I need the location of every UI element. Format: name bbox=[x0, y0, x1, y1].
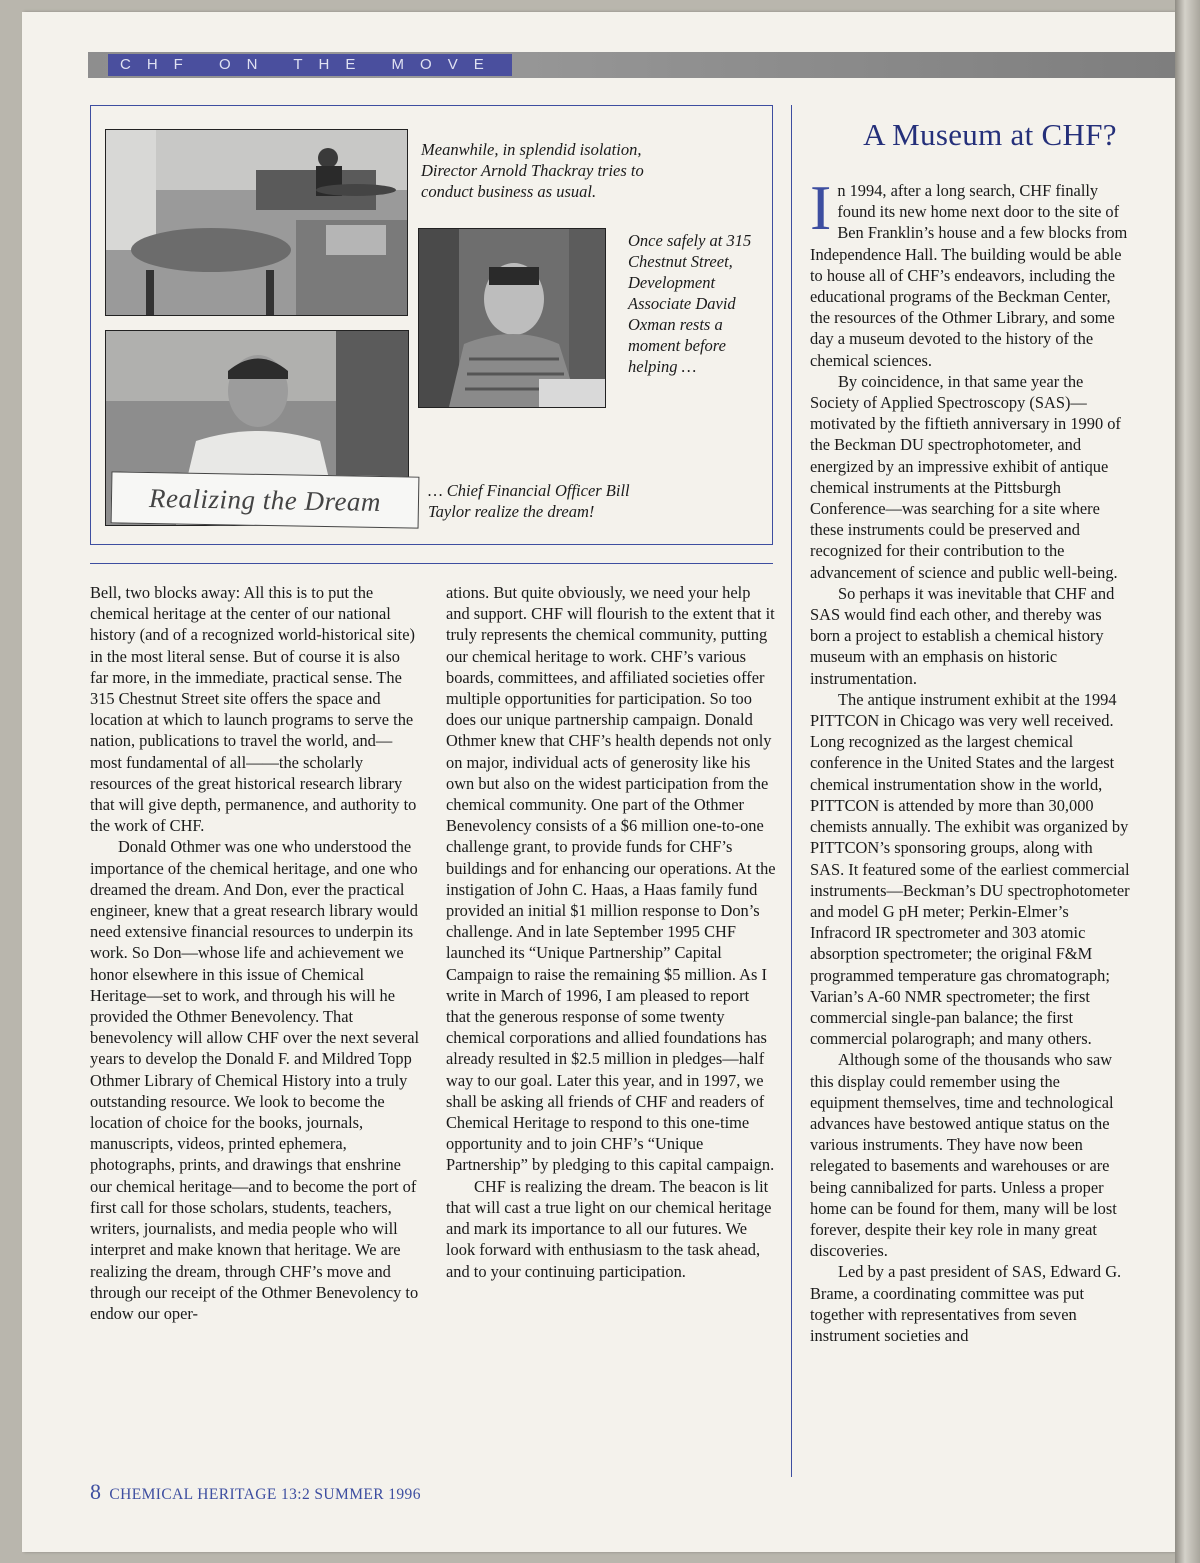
section-bar bbox=[88, 52, 1175, 78]
adjacent-page-edge bbox=[1175, 0, 1200, 1563]
sidebar-paragraph: The antique instrument exhibit at the 1994 PITTCON in Chicago was very well received. Long recognized as the largest chemical conference in the United States and the largest chemical instrumentation show in the world, PITTCON is attended by more than 30,000 chemists annually. The exhibit was organized by PITTCON’s sponsoring groups, along with SAS. It featured some of the earliest commercial instruments—Beckman’s DU spectrophotometer and model G pH meter; Perkin-Elmer’s Infracord IR spectrometer and 303 atomic absorption spectrometer; the original F&M programmed temperature gas chromatograph; Varian’s A-60 NMR spectrometer; the first commercial single-pan balance; the first commercial polarograph; and many others. bbox=[810, 689, 1130, 1049]
publication-line: CHEMICAL HERITAGE 13:2 SUMMER 1996 bbox=[109, 1486, 421, 1503]
sidebar-paragraph-text: n 1994, after a long search, CHF finally found its new home next door to the site of Ben Franklin’s house and a few blocks from Independence Hall. The building would be able to house all of CHF’s endeavors, including the educational programs of the Beckman Center, the resources of the Othmer Library, and some day a museum devoted to the history of the chemical sciences. bbox=[810, 181, 1128, 370]
magazine-page bbox=[22, 12, 1175, 1552]
page-number: 8 bbox=[90, 1479, 102, 1504]
photo-feature-box bbox=[90, 105, 773, 545]
caption-cfo: … Chief Financial Officer Bill Taylor realize the dream! bbox=[428, 481, 630, 521]
sidebar-column bbox=[810, 172, 1130, 1346]
col2-paragraph: ations. But quite obviously, we need your help and support. CHF will flourish to the extent that it truly represents the chemical community, putting our chemical heritage to work. CHF’s various boards, committees, and affiliated societies offer multiple opportunities for participation. So too does our unique partnership campaign. Donald Othmer knew that CHF’s health depends not only on major, individual acts of generosity like his own but also on the widest participation from the chemical community. One part of the Othmer Benevolency consists of a $6 million one-to-one challenge grant, to provide funds for CHF’s buildings and for enhancing our operations. At the instigation of John C. Haas, a Haas family fund provided an initial $1 million response to Don’s challenge. And in late September 1995 CHF launched its “Unique Partnership” Capital Campaign to raise the remaining $5 million. As I write in March of 1996, I am pleased to report that the generous response of some twenty chemical corporations and allied foundations has already resulted in $2.5 million in pledges—half way to our goal. Later this year, and in 1997, we shall be asking all friends of CHF and readers of Chemical Heritage to respond to this one-time opportunity and to join CHF’s “Unique Partnership” by pledging to this capital campaign. bbox=[446, 583, 776, 1175]
caption-associate: Once safely at 315 Chestnut Street, Development Associate David Oxman rests a moment before helping … bbox=[628, 231, 752, 376]
sidebar-paragraph bbox=[810, 172, 1130, 371]
col1-paragraph: Bell, two blocks away: All this is to put the chemical heritage at the center of our national history (and of a recognized world-historical site) in the most literal sense. But of course it is also far more, in the immediate, practical sense. The 315 Chestnut Street site offers the space and location at which to launch programs to serve the nation, publications to travel the world, and—most fundamental of all——the scholarly resources of the great historical research library that will give depth, permanence, and authority to the work of CHF. bbox=[90, 583, 417, 836]
drop-cap: I bbox=[810, 172, 832, 243]
body-column-2 bbox=[446, 582, 776, 1282]
sidebar-paragraph: Led by a past president of SAS, Edward G. Brame, a coordinating committee was put together with representatives from seven instrument societies and bbox=[810, 1262, 1122, 1345]
section-label: CHF ON THE MOVE bbox=[108, 54, 512, 76]
sidebar-paragraph: Although some of the thousands who saw this display could remember using the equipment themselves, time and technological advances have bestowed antique status on the various instruments. They have now been relegated to basements and warehouses or are being cannibalized for parts. Unless a proper home can be found for them, many will be lost forever, despite their key role in many great discoveries. bbox=[810, 1050, 1117, 1261]
col1-paragraph: Donald Othmer was one who understood the importance of the chemical heritage, and one who dreamed the dream. And Don, ever the practical engineer, knew that a great research library would need extensive financial resources to underpin its work. So Don—whose life and achievement we honor elsewhere in this issue of Chemical Heritage—set to work, and through his will he provided the Othmer Benevolency. That benevolency will allow CHF over the next several years to develop the Donald F. and Mildred Topp Othmer Library of Chemical History into a truly outstanding resource. We look to become the location of choice for the books, journals, manuscripts, videos, printed ephemera, photographs, prints, and drawings that enshrine our chemical heritage—and to become the port of first call for those scholars, students, teachers, writers, journalists, and media people who will interpret and make known that heritage. We are realizing the dream, through CHF’s move and through our receipt of the Othmer Benevolency to endow our oper- bbox=[90, 837, 420, 1323]
page-footer bbox=[90, 1479, 421, 1505]
horizontal-rule bbox=[90, 563, 773, 564]
body-column-1 bbox=[90, 582, 420, 1324]
photo-associate bbox=[418, 228, 606, 408]
sidebar-paragraph: So perhaps it was inevitable that CHF and SAS would find each other, and thereby was born a project to establish a chemical history museum with an emphasis on historic instrumentation. bbox=[810, 583, 1115, 688]
caption-director: Meanwhile, in splendid isolation, Director Arnold Thackray tries to conduct business as usual. bbox=[421, 140, 644, 201]
col2-paragraph: CHF is realizing the dream. The beacon is lit that will cast a true light on our chemical heritage and mark its importance to all our futures. We look forward with enthusiasm to the task ahead, and to your continuing participation. bbox=[446, 1176, 772, 1281]
sign-text: Realizing the Dream bbox=[148, 482, 382, 518]
sidebar-title: A Museum at CHF? bbox=[863, 117, 1117, 152]
column-divider bbox=[791, 105, 792, 1477]
sign-banner bbox=[111, 471, 420, 528]
photo-office bbox=[105, 129, 408, 316]
sidebar-paragraph: By coincidence, in that same year the Society of Applied Spectroscopy (SAS)—motivated by the fiftieth anniversary in 1990 of the Beckman DU spectrophotometer, and energized by an impressive exhibit of antique chemical instruments at the Pittsburgh Conference—was searching for a site where these instruments could be preserved and recognized for their contribution to the advancement of science and public well-being. bbox=[810, 371, 1121, 582]
